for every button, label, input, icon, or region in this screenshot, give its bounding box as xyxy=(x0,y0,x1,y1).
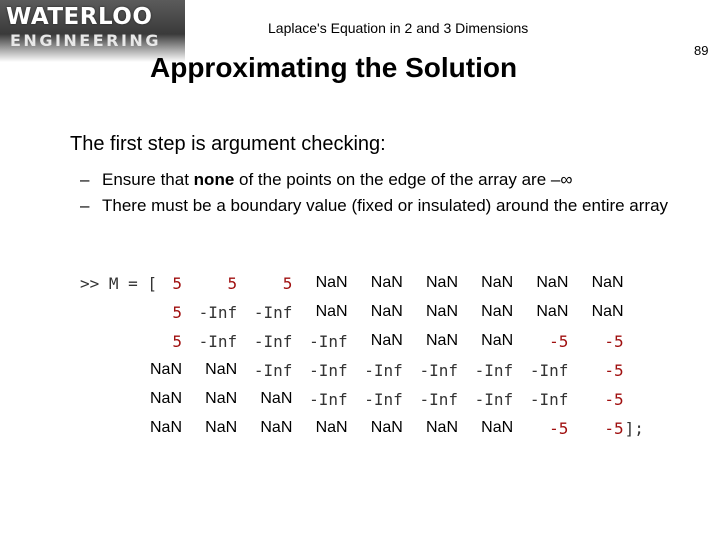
matrix-cell: -Inf xyxy=(309,332,348,351)
matrix-cell: NaN xyxy=(205,361,238,378)
matrix-cell: NaN xyxy=(591,274,624,291)
matrix-cell: 5 xyxy=(282,274,293,293)
lead-text: The first step is argument checking: xyxy=(70,133,386,155)
matrix-cell: 5 xyxy=(172,332,182,351)
matrix-cell: NaN xyxy=(591,303,624,320)
bullet-dash: – xyxy=(80,196,90,215)
matrix-cell: -Inf xyxy=(253,361,293,380)
matrix-cell: -5 xyxy=(604,419,624,438)
matrix-cell: -Inf xyxy=(253,303,293,322)
matrix-cell: -Inf xyxy=(364,390,403,409)
matrix-cell: NaN xyxy=(536,274,569,291)
matrix-cell: NaN xyxy=(536,303,569,320)
matrix-cell: 5 xyxy=(172,274,182,293)
matrix-cell: NaN xyxy=(315,274,348,291)
matrix-cell: NaN xyxy=(481,419,514,436)
matrix-cell: NaN xyxy=(425,274,458,291)
bullet-text-part: Ensure that xyxy=(102,170,194,189)
matrix-cell: NaN xyxy=(425,419,458,436)
bullet-dash: – xyxy=(80,170,90,189)
bullet-emphasis: none xyxy=(193,170,235,189)
bullet-text: There must be a boundary value (fixed or insulated) around the entire array xyxy=(102,196,669,215)
matrix-cell: NaN xyxy=(260,390,293,407)
matrix-cell: NaN xyxy=(205,419,238,436)
matrix-cell: -5 xyxy=(604,390,624,409)
matrix-cell: NaN xyxy=(205,390,238,407)
matrix-cell: NaN xyxy=(149,390,182,407)
bullet-text-part: of the points on the edge of the array are –∞ xyxy=(234,170,573,189)
matrix-cell: NaN xyxy=(481,274,514,291)
page-number: 89 xyxy=(694,43,709,58)
matrix-cell: NaN xyxy=(425,303,458,320)
bullet-list xyxy=(80,167,680,219)
matrix-cell: -Inf xyxy=(529,390,569,409)
matrix-cell: NaN xyxy=(315,303,348,320)
matrix-cell: -Inf xyxy=(419,361,458,380)
matrix-cell: NaN xyxy=(149,361,182,378)
matrix-cell: -Inf xyxy=(198,303,238,322)
matrix-cell: -Inf xyxy=(309,361,348,380)
matrix-cell: -Inf xyxy=(364,361,403,380)
matrix-cell: -Inf xyxy=(198,332,238,351)
matrix-cell: -Inf xyxy=(253,332,293,351)
matrix-prefix: >> M = [ xyxy=(80,274,158,293)
matrix-cell: -5 xyxy=(604,332,624,351)
matrix-cell: -Inf xyxy=(529,361,569,380)
matrix-cell: 5 xyxy=(227,274,238,293)
matrix-cell: -Inf xyxy=(474,390,514,409)
logo-line-2: ENGINEERING xyxy=(10,31,161,50)
logo-line-1: WATERLOO xyxy=(6,4,153,30)
matrix-cell: 5 xyxy=(172,303,182,322)
matrix-cell: NaN xyxy=(481,332,514,349)
matrix-cell: NaN xyxy=(260,419,293,436)
slide-header: Laplace's Equation in 2 and 3 Dimensions xyxy=(268,20,529,36)
matrix-cell: -Inf xyxy=(309,390,348,409)
matrix-cell: -5 xyxy=(549,419,569,438)
matrix-cell: -Inf xyxy=(474,361,514,380)
bullet-item xyxy=(80,193,680,219)
matrix-cell: NaN xyxy=(481,303,514,320)
matrix-cell: NaN xyxy=(370,419,403,436)
matrix-cell: -Inf xyxy=(419,390,458,409)
matrix-cell: NaN xyxy=(315,419,348,436)
bullet-item xyxy=(80,167,680,193)
matrix-cell: NaN xyxy=(425,332,458,349)
matrix-cell: NaN xyxy=(149,419,182,436)
matrix-cell: NaN xyxy=(370,332,403,349)
matrix-cell: -5 xyxy=(604,361,624,380)
slide-title: Approximating the Solution xyxy=(150,52,518,83)
matrix-suffix: ]; xyxy=(624,419,644,438)
matrix-cell: NaN xyxy=(370,274,403,291)
matrix-cell: NaN xyxy=(370,303,403,320)
matrix-cell: -5 xyxy=(549,332,569,351)
